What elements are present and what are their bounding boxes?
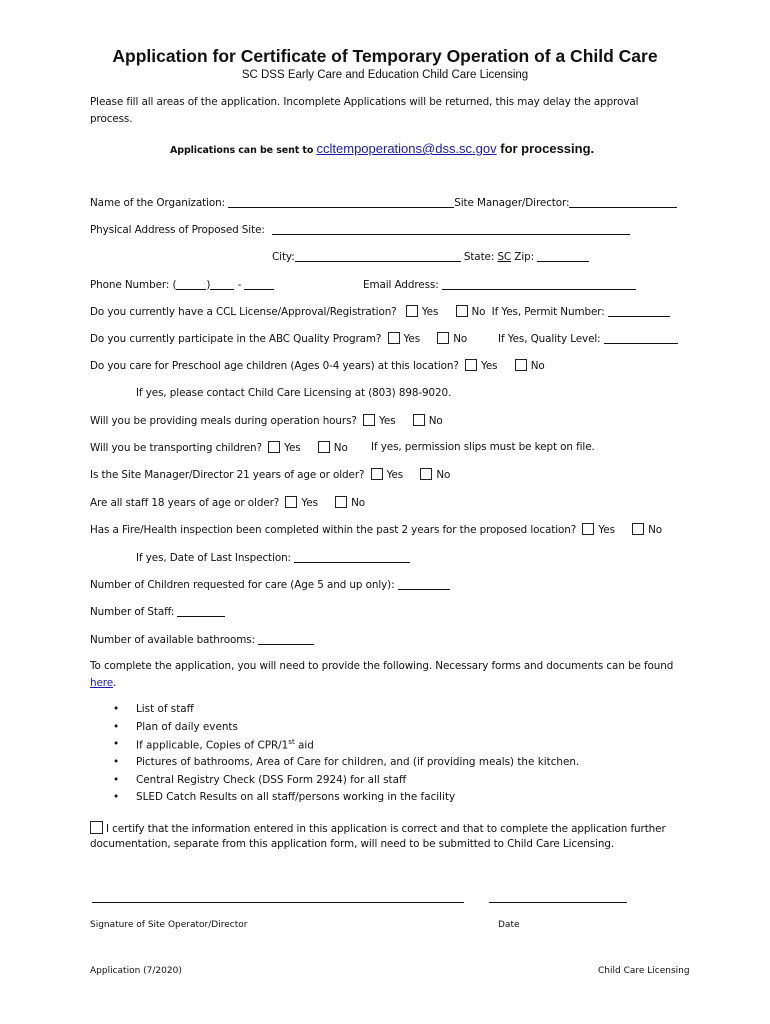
city-field[interactable]	[295, 250, 461, 262]
documents-intro: To complete the application, you will need to provide the following. Necessary forms and documents can be found	[90, 660, 674, 672]
list-item-text: List of staff	[136, 703, 194, 715]
address-row	[90, 223, 630, 236]
cpr-superscript: st	[288, 738, 295, 747]
abc-quality-question: Do you currently participate in the ABC Quality Program?	[90, 333, 382, 345]
quality-level-row	[498, 332, 678, 345]
num-staff-field[interactable]	[177, 605, 225, 617]
permit-number-field[interactable]	[608, 305, 670, 317]
ccl-no-checkbox[interactable]	[456, 305, 468, 317]
transport-yes-checkbox[interactable]	[268, 441, 280, 453]
preschool-yes-checkbox[interactable]	[465, 359, 477, 371]
abc-no-checkbox[interactable]	[437, 332, 449, 344]
abc-no-label: No	[453, 333, 468, 345]
certify-row	[90, 821, 666, 835]
signature-label: Signature of Site Operator/Director	[90, 920, 248, 930]
page-subtitle: SC DSS Early Care and Education Child Care Licensing	[241, 69, 529, 81]
email-label: Email Address:	[363, 279, 439, 291]
staff-yes-checkbox[interactable]	[285, 496, 297, 508]
director-no-label: No	[436, 469, 451, 481]
ccl-license-question: Do you currently have a CCL License/Approval/Registration?	[90, 306, 397, 318]
inspection-question: Has a Fire/Health inspection been completed within the past 2 years for the proposed location?	[90, 524, 577, 536]
num-bathrooms-row	[90, 633, 314, 646]
intro-line-2: process.	[90, 113, 133, 125]
transport-question: Will you be transporting children?	[90, 442, 262, 454]
preschool-no-checkbox[interactable]	[515, 359, 527, 371]
required-documents-list	[113, 703, 579, 809]
staff-no-checkbox[interactable]	[335, 496, 347, 508]
transport-note: If yes, permission slips must be kept on file.	[371, 441, 595, 453]
inspection-date-field[interactable]	[294, 551, 410, 563]
ccl-license-row	[90, 305, 670, 318]
staff-yes-label: Yes	[301, 497, 318, 509]
list-item	[113, 774, 579, 792]
site-manager-field[interactable]	[569, 196, 677, 208]
list-item	[113, 721, 579, 739]
num-children-label: Number of Children requested for care (Age 5 and up only):	[90, 579, 395, 591]
date-line[interactable]	[489, 902, 627, 903]
ccl-yes-checkbox[interactable]	[406, 305, 418, 317]
num-staff-row	[90, 605, 225, 618]
org-name-label: Name of the Organization:	[90, 197, 226, 209]
phone-paren: )	[206, 279, 211, 291]
address-label: Physical Address of Proposed Site:	[90, 224, 265, 236]
date-label: Date	[498, 920, 520, 930]
inspection-date-row	[136, 551, 410, 564]
preschool-question: Do you care for Preschool age children (Ages 0-4 years) at this location?	[90, 360, 459, 372]
quality-level-label: If Yes, Quality Level:	[498, 333, 601, 345]
preschool-note: If yes, please contact Child Care Licensing at (803) 898-9020.	[136, 387, 452, 399]
staff-no-label: No	[351, 497, 366, 509]
transport-no-checkbox[interactable]	[318, 441, 330, 453]
list-item	[113, 703, 579, 721]
list-item-text: Pictures of bathrooms, Area of Care for children, and (if providing meals) the kitchen.	[136, 756, 580, 769]
documents-here-link[interactable]: here	[90, 677, 114, 689]
inspection-no-label: No	[648, 524, 663, 536]
transport-no-label: No	[333, 442, 348, 454]
inspection-row	[90, 523, 662, 536]
meals-no-label: No	[428, 415, 443, 427]
site-manager-label: Site Manager/Director:	[454, 197, 570, 209]
list-item	[113, 738, 579, 756]
footer-right: Child Care Licensing	[598, 966, 690, 976]
list-item	[113, 791, 579, 809]
num-children-field[interactable]	[398, 578, 450, 590]
meals-no-checkbox[interactable]	[413, 414, 425, 426]
meals-yes-label: Yes	[379, 415, 396, 427]
preschool-no-label: No	[530, 360, 545, 372]
footer-left: Application (7/2020)	[90, 966, 182, 976]
submission-prefix: Applications can be sent to	[170, 145, 317, 156]
org-name-field[interactable]	[228, 196, 454, 208]
zip-field[interactable]	[537, 250, 589, 262]
phone-label: Phone Number: (	[90, 279, 177, 291]
num-bathrooms-label: Number of available bathrooms:	[90, 634, 255, 646]
inspection-yes-checkbox[interactable]	[582, 523, 594, 535]
list-item-text: Central Registry Check (DSS Form 2924) for all staff	[136, 773, 407, 786]
abc-quality-row	[90, 332, 467, 345]
permit-number-label: If Yes, Permit Number:	[491, 306, 605, 318]
director-yes-checkbox[interactable]	[371, 468, 383, 480]
documents-link-period: .	[113, 677, 117, 689]
list-item-text: Plan of daily events	[136, 720, 238, 733]
intro-line-1: Please fill all areas of the application. Incomplete Applications will be returned, this may delay the approval	[90, 96, 639, 108]
city-row	[272, 250, 589, 263]
meals-question: Will you be providing meals during operation hours?	[90, 415, 357, 427]
abc-yes-checkbox[interactable]	[388, 332, 400, 344]
email-field[interactable]	[442, 278, 636, 290]
abc-yes-label: Yes	[403, 333, 421, 345]
email-row	[363, 278, 636, 291]
list-item	[113, 756, 579, 774]
certify-line-1: I certify that the information entered in this application is correct and that to complete the application further	[106, 823, 666, 835]
signature-line[interactable]	[92, 902, 464, 903]
director-no-checkbox[interactable]	[420, 468, 432, 480]
transport-yes-label: Yes	[284, 442, 301, 454]
ccl-yes-label: Yes	[421, 306, 439, 318]
certify-checkbox[interactable]	[90, 821, 103, 834]
inspection-date-label: If yes, Date of Last Inspection:	[136, 552, 291, 564]
director-age-question: Is the Site Manager/Director 21 years of age or older?	[90, 469, 365, 481]
preschool-yes-label: Yes	[481, 360, 498, 372]
inspection-no-checkbox[interactable]	[632, 523, 644, 535]
certify-line-2: documentation, separate from this application form, will need to be submitted to Child Care Licensing.	[90, 838, 615, 850]
zip-label: Zip:	[514, 251, 534, 263]
num-children-row	[90, 578, 450, 591]
phone-area-field[interactable]	[176, 278, 206, 290]
num-staff-label: Number of Staff:	[90, 606, 175, 618]
quality-level-field[interactable]	[604, 332, 678, 344]
phone-row	[90, 278, 274, 291]
address-field[interactable]	[272, 223, 630, 235]
submission-suffix: for processing.	[496, 141, 595, 156]
state-value: SC	[497, 251, 512, 263]
staff-age-row	[90, 496, 365, 509]
documents-link-row	[90, 677, 116, 689]
meals-yes-checkbox[interactable]	[363, 414, 375, 426]
cpr-suffix: aid	[294, 739, 314, 752]
city-label: City:	[272, 251, 295, 263]
inspection-yes-label: Yes	[598, 524, 615, 536]
num-bathrooms-field[interactable]	[258, 633, 314, 645]
ccl-no-label: No	[471, 306, 486, 318]
list-item-text: If applicable, Copies of CPR/1	[136, 739, 289, 752]
phone-line-field[interactable]	[244, 278, 274, 290]
phone-dash: -	[234, 279, 245, 291]
state-label: State:	[463, 251, 495, 263]
director-yes-label: Yes	[386, 469, 404, 481]
submission-line	[170, 138, 594, 157]
director-age-row	[90, 468, 450, 481]
list-item-text: SLED Catch Results on all staff/persons working in the facility	[136, 791, 456, 804]
org-name-row	[90, 196, 677, 209]
staff-age-question: Are all staff 18 years of age or older?	[90, 497, 280, 509]
page-title: Application for Certificate of Temporary Operation of a Child Care	[112, 46, 658, 66]
transport-row	[90, 441, 348, 454]
submission-email-link[interactable]: ccltempoperations@dss.sc.gov	[316, 141, 497, 156]
meals-row	[90, 414, 443, 427]
phone-prefix-field[interactable]	[210, 278, 234, 290]
preschool-row	[90, 359, 545, 372]
